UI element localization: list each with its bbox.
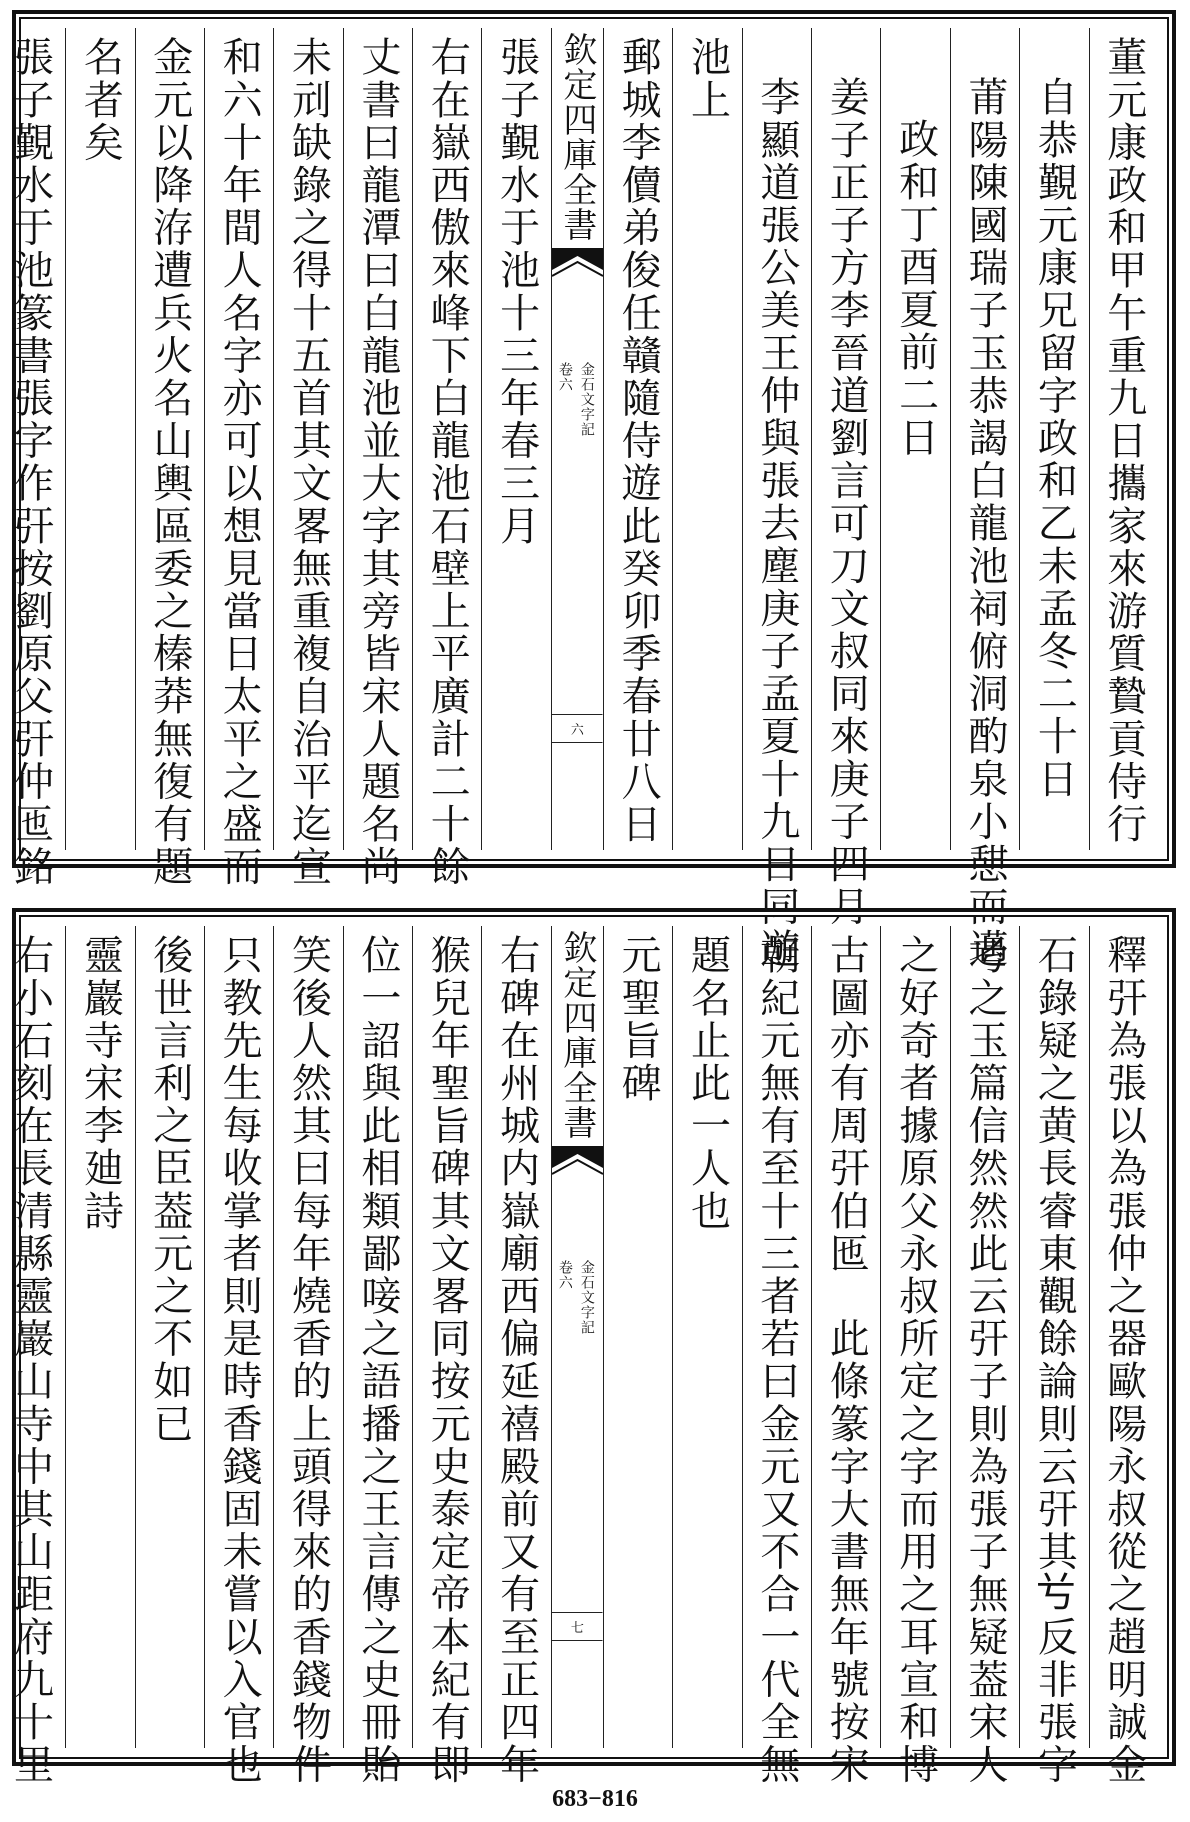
- spine-subtitle: [555, 1260, 597, 1335]
- column-text: 金元以降洊遭兵火名山輿區委之榛莽無復有題: [146, 36, 193, 888]
- text-column: [742, 28, 811, 971]
- column-text: 考之玉篇信然然此云㢨子則為張子無疑葢宋人: [962, 934, 1009, 1786]
- text-column: [672, 28, 741, 850]
- fishtail-mark-icon: [552, 248, 603, 284]
- text-column: [343, 28, 412, 888]
- fishtail-mark-icon: [552, 1146, 603, 1182]
- column-text: 張子覲水于池篆書張字作㢨按劉原父㢨仲匜銘: [7, 36, 54, 888]
- column-text: 釋㢨為張以為張仲之器歐陽永叔從之趙明誠金: [1100, 934, 1147, 1786]
- column-text: 郵城李儥弟俊任贛隨侍遊此癸卯季春廿八日: [615, 36, 662, 846]
- column-text: 丈書曰龍潭曰白龍池並大字其旁皆宋人題名尚: [354, 36, 401, 888]
- text-column: [343, 926, 412, 1786]
- text-column: [204, 28, 273, 888]
- column-text: 姜子正子方李晉道劉言可刀文叔同來庚子四月: [823, 76, 870, 928]
- text-column: [1089, 28, 1158, 850]
- spine-subtitle: [555, 362, 597, 437]
- column-text: 自恭覲元康兄留字政和乙未孟冬二十日: [1031, 76, 1078, 801]
- top-columns: [7, 28, 1158, 971]
- column-text: 莆陽陳國瑞子玉恭謁白龍池祠俯洞酌泉小憇而邁: [962, 76, 1009, 971]
- column-text: 只教先生每收掌者則是時香錢固未嘗以入官也: [216, 934, 263, 1786]
- column-text: 右在嶽西傲來峰下白龍池石壁上平廣計二十餘: [424, 36, 471, 888]
- column-text: 猴兒年聖旨碑其文畧同按元史泰定帝本紀有即: [424, 934, 471, 1786]
- column-text: 池上: [684, 36, 731, 122]
- text-column: [880, 28, 949, 850]
- column-text: 石錄疑之黄長睿東觀餘論則云㢨其𠔃反非張字: [1031, 934, 1078, 1786]
- column-text: 董元康政和甲午重九日攜家來游質贄貢侍行: [1100, 36, 1147, 846]
- text-column: [811, 28, 880, 928]
- spine-title: 欽定四庫全書: [556, 32, 597, 242]
- text-column: [603, 926, 672, 1748]
- text-column: [0, 28, 65, 888]
- text-column: [135, 926, 204, 1748]
- text-column: [603, 28, 672, 850]
- text-column: [1089, 926, 1158, 1786]
- column-text: 名者矣: [77, 36, 124, 164]
- column-text: 之好奇者據原父永叔所定之字而用之耳宣和博: [892, 934, 939, 1786]
- text-column: [950, 28, 1019, 971]
- bottom-page: [7, 908, 1176, 1786]
- text-column: [412, 28, 481, 888]
- column-text: 題名止此一人也: [684, 934, 731, 1233]
- text-column: [481, 926, 550, 1786]
- column-text: 後世言利之臣葢元之不如已: [146, 934, 193, 1446]
- text-column: [273, 28, 342, 888]
- spine-page-number: 六: [552, 714, 603, 743]
- text-column: [65, 926, 134, 1748]
- book-spine: [551, 926, 603, 1748]
- text-column: [672, 926, 741, 1748]
- spine-volume: 卷六: [556, 1260, 573, 1290]
- spine-page-number: 七: [552, 1612, 603, 1641]
- column-text: 古圖亦有周㢨伯匜 此條篆字大書無年號按宋: [823, 934, 870, 1786]
- text-column: [811, 926, 880, 1786]
- column-text: 位一詔與此相類鄙唼之語播之王言傳之史冊貽: [354, 934, 401, 1786]
- column-text: 笑後人然其曰每年燒香的上頭得來的香錢物件: [285, 934, 332, 1786]
- column-text: 李顯道張公美王仲與張去塵庚子孟夏十九日同遊: [753, 76, 800, 971]
- section-heading: 元聖旨碑: [615, 934, 662, 1105]
- text-column: [0, 926, 65, 1786]
- text-column: [1019, 926, 1088, 1786]
- text-column: [1019, 28, 1088, 850]
- bottom-columns: [7, 926, 1158, 1786]
- text-column: [481, 28, 550, 850]
- book-spine: [551, 28, 603, 850]
- text-column: [742, 926, 811, 1786]
- column-text: 張子覲水于池十三年春三月: [493, 36, 540, 548]
- spine-title: 欽定四庫全書: [556, 930, 597, 1140]
- text-column: [950, 926, 1019, 1786]
- top-page: [7, 10, 1176, 971]
- text-column: [65, 28, 134, 850]
- spine-book-name: 金石文字記: [578, 362, 595, 437]
- text-column: [273, 926, 342, 1786]
- text-column: [880, 926, 949, 1786]
- page-code: 683−816: [552, 1786, 638, 1812]
- section-heading: 靈巖寺宋李廸詩: [77, 934, 124, 1233]
- column-text: 政和丁酉夏前二日: [892, 118, 939, 459]
- text-column: [412, 926, 481, 1786]
- column-text: 未刓缺錄之得十五首其文畧無重複自治平迄宣: [285, 36, 332, 888]
- column-text: 朝紀元無有至十三者若曰金元又不合一代全無: [753, 934, 800, 1786]
- spine-book-name: 金石文字記: [578, 1260, 595, 1335]
- spine-volume: 卷六: [556, 362, 573, 392]
- text-column: [204, 926, 273, 1786]
- text-column: [135, 28, 204, 888]
- column-text: 右碑在州城内嶽廟西偏延禧殿前又有至正四年: [493, 934, 540, 1786]
- column-text: 和六十年間人名字亦可以想見當日太平之盛而: [216, 36, 263, 888]
- column-text: 右小石刻在長清縣靈巖山寺中其山距府九十里: [7, 934, 54, 1786]
